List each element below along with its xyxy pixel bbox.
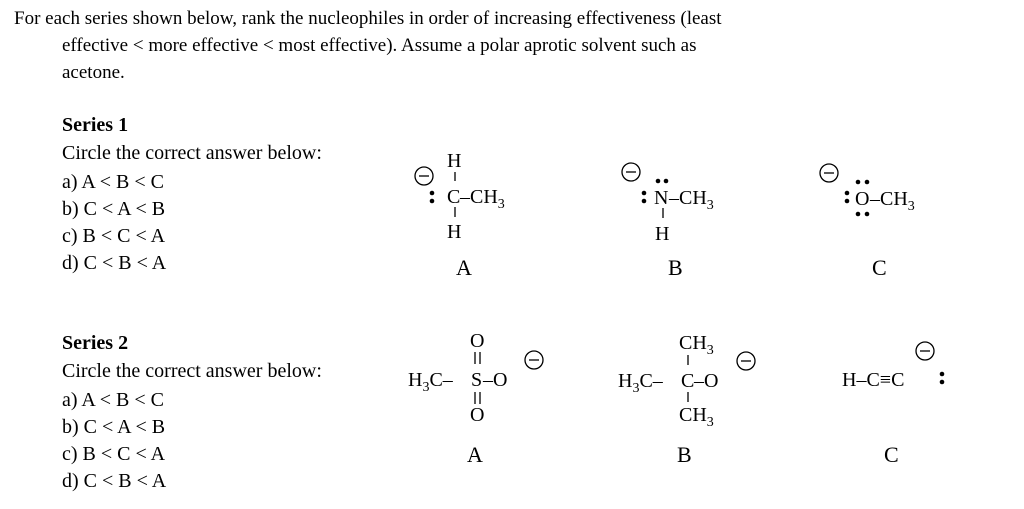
series-1-option-b[interactable]: b) C < A < B (62, 198, 166, 220)
negative-charge-icon (525, 351, 543, 369)
series-1-label-b: B (668, 255, 683, 280)
struct-c-methyl: $-CH_3$ (870, 188, 915, 214)
series-2-label-a: A (467, 442, 483, 467)
negative-charge-icon (820, 164, 838, 182)
series-1-label-a: A (456, 255, 472, 280)
series-1-prompt: Circle the correct answer below: (62, 142, 322, 164)
lone-pair-dot (430, 191, 435, 196)
struct-a-h-bottom: H (447, 221, 462, 243)
struct-b-nitrogen: N (654, 187, 669, 209)
struct-2a-oxygen-right: –O (483, 369, 508, 391)
question-intro-line-1: For each series shown below, rank the nucleophiles in order of increasing effectiveness (least (14, 8, 722, 29)
negative-charge-icon (415, 167, 433, 185)
series-2-label-c: C (884, 442, 899, 467)
struct-2b-carbon: C (681, 370, 695, 392)
lone-pair-dot (845, 191, 850, 196)
lone-pair-dot (865, 212, 870, 217)
series-2-label-b: B (677, 442, 692, 467)
lone-pair-dot (865, 180, 870, 185)
lone-pair-dot (430, 199, 435, 204)
struct-2a-o-bottom: O (470, 404, 485, 426)
lone-pair-dot (940, 380, 945, 385)
series-1-option-a[interactable]: a) A < B < C (62, 171, 165, 193)
lone-pair-dot (856, 212, 861, 217)
lone-pair-dot (845, 199, 850, 204)
struct-2b-methyl-left: $H_3C-$ (618, 370, 663, 396)
lone-pair-dot (656, 179, 661, 184)
lone-pair-dot (940, 372, 945, 377)
series-2-structure-a (408, 330, 543, 426)
series-1-option-c[interactable]: c) B < C < A (62, 225, 166, 247)
series-1-title: Series 1 (62, 114, 129, 136)
series-2-option-c[interactable]: c) B < C < A (62, 443, 166, 465)
negative-charge-icon (622, 163, 640, 181)
negative-charge-icon (737, 352, 755, 370)
series-1-structure-b (622, 163, 714, 245)
struct-2a-o-top: O (470, 330, 485, 352)
negative-charge-icon (916, 342, 934, 360)
struct-2b-methyl-top: $CH_3$ (679, 332, 714, 358)
series-2-structure-b (618, 332, 755, 430)
question-intro-line-2: effective < more effective < most effective). Assume a polar aprotic solvent such as (62, 35, 697, 56)
struct-c-oxygen: O (855, 188, 870, 210)
series-1-option-d[interactable]: d) C < B < A (62, 252, 167, 274)
struct-b-methyl: $-CH_3$ (669, 187, 714, 213)
struct-2c-formula: H–C≡C (842, 369, 905, 391)
series-2-option-a[interactable]: a) A < B < C (62, 389, 165, 411)
struct-a-methyl: $-CH_3$ (460, 186, 505, 212)
series-2-option-d[interactable]: d) C < B < A (62, 470, 167, 492)
struct-2a-methyl: $H_3C-$ (408, 369, 453, 395)
series-2-prompt: Circle the correct answer below: (62, 360, 322, 382)
lone-pair-dot (642, 199, 647, 204)
series-2-title: Series 2 (62, 332, 129, 354)
struct-a-h-top: H (447, 150, 462, 172)
lone-pair-dot (642, 191, 647, 196)
series-1-label-c: C (872, 255, 887, 280)
struct-2a-sulfur: S (471, 369, 483, 391)
lone-pair-dot (664, 179, 669, 184)
struct-b-h-bottom: H (655, 223, 670, 245)
series-2-structure-c (842, 342, 944, 391)
struct-a-carbon: C (447, 186, 461, 208)
struct-2b-methyl-bottom: $CH_3$ (679, 404, 714, 430)
series-1-structure-a (415, 150, 505, 243)
series-2-option-b[interactable]: b) C < A < B (62, 416, 166, 438)
series-1-structure-c (820, 164, 915, 216)
question-intro-line-3: acetone. (62, 62, 125, 83)
struct-2b-oxygen: –O (694, 370, 719, 392)
lone-pair-dot (856, 180, 861, 185)
